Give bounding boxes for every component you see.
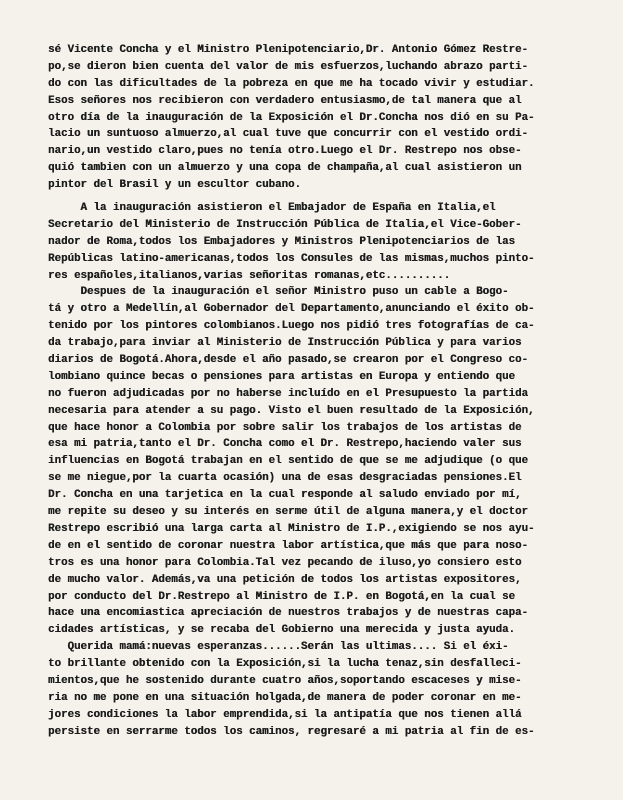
text-line: lombiano quince becas o pensiones para artistas en Europa y entiendo que bbox=[48, 370, 515, 383]
paragraph-3 bbox=[48, 284, 595, 639]
text-line: nador de Roma,todos los Embajadores y Ministros Plenipotenciarios de las bbox=[48, 235, 515, 248]
text-line: res españoles,italianos,varias señoritas romanas,etc.......... bbox=[48, 269, 451, 282]
text-line: persiste en serrarme todos los caminos, regresaré a mi patria al fin de es- bbox=[48, 725, 535, 738]
text-line: mientos,que he sostenido durante cuatro años,soportando escaceses y mise- bbox=[48, 674, 522, 687]
text-line: diarios de Bogotá.Ahora,desde el año pasado,se crearon por el Congreso co- bbox=[48, 354, 528, 367]
text-line: que hace honor a Colombia por sobre salir los trabajos de los artistas de bbox=[48, 421, 522, 434]
text-line: A la inauguración asistieron el Embajador de España en Italia,el bbox=[48, 202, 496, 215]
text-line: necesaria para atender a su pago. Visto el buen resultado de la Exposición, bbox=[48, 404, 535, 417]
text-line: influencias en Bogotá trabajan en el sentido de que se me adjudique (o que bbox=[48, 455, 528, 468]
text-line: Dr. Concha en una tarjetica en la cual responde al saludo enviado por mí, bbox=[48, 489, 522, 502]
text-line: Repúblicas latino-americanas,todos los Consules de las mismas,muchos pinto- bbox=[48, 252, 535, 265]
paragraph-4 bbox=[48, 639, 595, 740]
text-line: Restrepo escribió una larga carta al Ministro de I.P.,exigiendo se nos ayu- bbox=[48, 522, 535, 535]
text-line: Despues de la inauguración el señor Ministro puso un cable a Bogo- bbox=[48, 286, 509, 299]
text-line: Querida mamá:nuevas esperanzas......Serán las ultimas.... Si el éxi- bbox=[48, 641, 509, 654]
text-line: esa mi patria,tanto el Dr. Concha como el Dr. Restrepo,haciendo valer sus bbox=[48, 438, 522, 451]
text-line: de mucho valor. Además,va una petición de todos los artistas expositores, bbox=[48, 573, 522, 586]
text-line: tros es una honor para Colombia.Tal vez pecando de iluso,yo consiero esto bbox=[48, 556, 522, 569]
text-line: cidades artísticas, y se recaba del Gobierno una merecida y justa ayuda. bbox=[48, 624, 515, 637]
text-line: no fueron adjudicadas por no haberse incluído en el Presupuesto la partida bbox=[48, 387, 528, 400]
text-line: tenido por los pintores colombianos.Luego nos pidió tres fotografías de ca- bbox=[48, 320, 535, 333]
text-line: lacio un suntuoso almuerzo,al cual tuve que concurrir con el vestido ordi- bbox=[48, 128, 528, 141]
text-line: do con las dificultades de la pobreza en que me ha tocado vivir y estudiar. bbox=[48, 77, 535, 90]
text-line: Esos señores nos recibieron con verdadero entusiasmo,de tal manera que al bbox=[48, 94, 522, 107]
text-line: jores condiciones la labor emprendida,si la antipatía que nos tienen allá bbox=[48, 708, 522, 721]
text-line: ria no me pone en una situación holgada,de manera de poder coronar en me- bbox=[48, 691, 522, 704]
text-line: hace una encomiastica apreciación de nuestros trabajos y de nuestras capa- bbox=[48, 607, 528, 620]
text-line: por conducto del Dr.Restrepo al Ministro de I.P. en Bogotá,en la cual se bbox=[48, 590, 515, 603]
text-line: me repite su deseo y su interés en serme útil de alguna manera,y el doctor bbox=[48, 506, 528, 519]
paragraph-1 bbox=[48, 42, 595, 194]
text-line: sé Vicente Concha y el Ministro Plenipotenciario,Dr. Antonio Gómez Restre- bbox=[48, 44, 528, 56]
text-line: quió tambien con un almuerzo y una copa de champaña,al cual asistieron un bbox=[48, 162, 522, 175]
paragraph-2 bbox=[48, 200, 595, 284]
text-line: otro día de la inauguración de la Exposición el Dr.Concha nos dió en su Pa- bbox=[48, 111, 535, 124]
text-line: da trabajo,para inviar al Ministerio de Instrucción Pública y para varios bbox=[48, 337, 522, 350]
text-line: se me niegue,por la cuarta ocasión) una de esas desgraciadas pensiones.El bbox=[48, 472, 522, 485]
text-line: to brillante obtenido con la Exposición,si la lucha tenaz,sin desfalleci- bbox=[48, 658, 522, 671]
text-line: po,se dieron bien cuenta del valor de mis esfuerzos,luchando abrazo parti- bbox=[48, 60, 528, 73]
text-line: Secretario del Ministerio de Instrucción Pública de Italia,el Vice-Gober- bbox=[48, 218, 522, 231]
text-line: de en el sentido de coronar nuestra labor artística,que más que para noso- bbox=[48, 539, 528, 552]
text-line: pintor del Brasil y un escultor cubano. bbox=[48, 179, 301, 192]
text-line: tá y otro a Medellín,al Gobernador del Departamento,anunciando el éxito ob- bbox=[48, 303, 535, 316]
text-line: nario,un vestido claro,pues no tenía otro.Luego el Dr. Restrepo nos obse- bbox=[48, 145, 522, 158]
